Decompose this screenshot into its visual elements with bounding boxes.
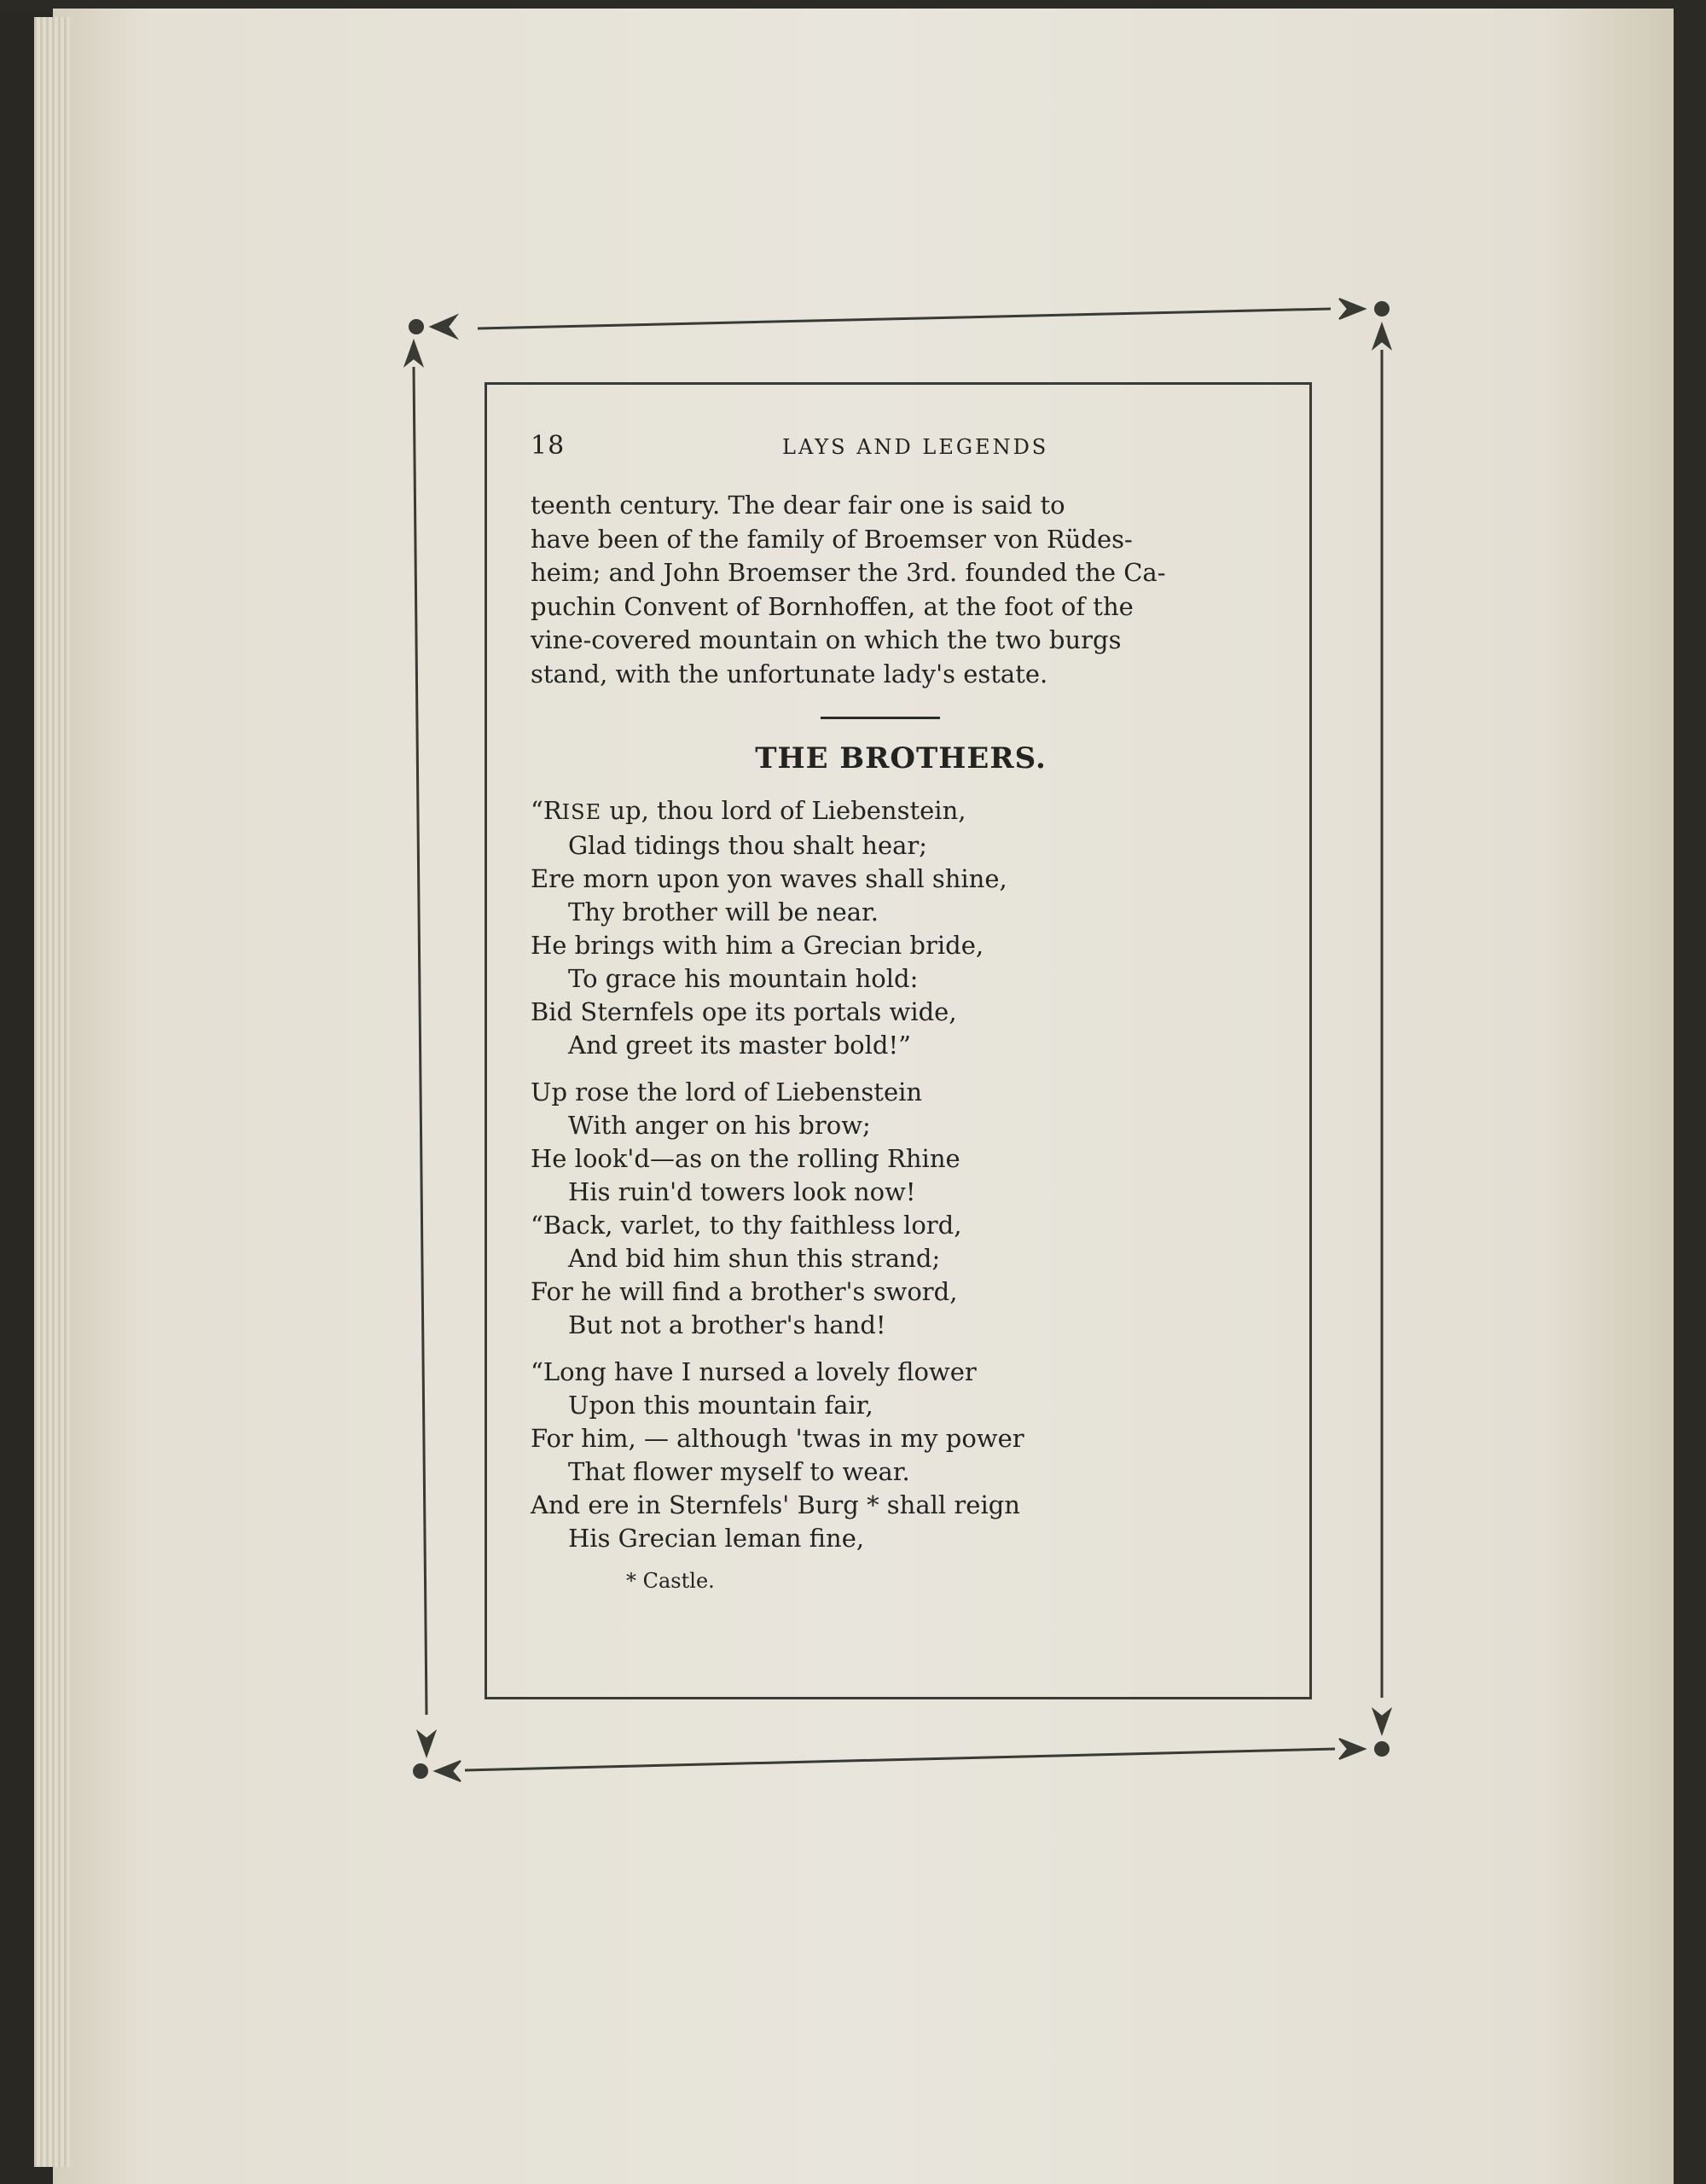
- stanza: [531, 1076, 1271, 1342]
- prose-line: have been of the family of Broemser von Rüdes-: [531, 524, 1133, 554]
- footnote: * Castle.: [626, 1569, 715, 1593]
- prose-line: heim; and John Broemser the 3rd. founded the Ca-: [531, 558, 1166, 587]
- poem-line: That flower myself to wear.: [568, 1457, 910, 1486]
- prose-line: stand, with the unfortunate lady's estate.: [531, 659, 1048, 688]
- scan-right-edge: [1674, 0, 1706, 2184]
- poem-line: And ere in Sternfels' Burg * shall reign: [531, 1490, 1020, 1519]
- poem-line: To grace his mountain hold:: [568, 964, 919, 993]
- poem-line: Glad tidings thou shalt hear;: [568, 831, 928, 860]
- poem-line: For him, — although 'twas in my power: [531, 1424, 1024, 1453]
- poem-line: Thy brother will be near.: [568, 897, 879, 926]
- poem-line: For he will find a brother's sword,: [531, 1277, 958, 1306]
- running-head: [531, 431, 1271, 465]
- poem-line: With anger on his brow;: [568, 1111, 871, 1140]
- poem-line: But not a brother's hand!: [568, 1310, 886, 1339]
- page-content: [531, 431, 1271, 1593]
- poem-line-rest: up, thou lord of Liebenstein,: [601, 796, 966, 825]
- prose-line: teenth century. The dear fair one is said to: [531, 491, 1065, 520]
- poem-title: THE BROTHERS.: [755, 741, 1047, 775]
- stanza: [531, 794, 1271, 1062]
- prose-line: puchin Convent of Bornhoffen, at the foot of the: [531, 591, 1134, 621]
- prose-line: vine-covered mountain on which the two burgs: [531, 625, 1122, 654]
- poem-line: He look'd—as on the rolling Rhine: [531, 1144, 960, 1173]
- poem-initial: “R: [531, 796, 562, 825]
- poem: [531, 794, 1271, 1593]
- poem-line: He brings with him a Grecian bride,: [531, 931, 984, 960]
- poem-line: Ere morn upon yon waves shall shine,: [531, 864, 1007, 893]
- poem-smallcaps: ISE: [561, 800, 602, 824]
- page-number: 18: [531, 431, 566, 461]
- poem-line: His Grecian leman fine,: [568, 1524, 865, 1553]
- poem-line: “Back, varlet, to thy faithless lord,: [531, 1211, 962, 1240]
- poem-line: His ruin'd towers look now!: [568, 1177, 916, 1206]
- page-edges: [34, 17, 70, 2167]
- poem-line: And bid him shun this strand;: [568, 1244, 941, 1273]
- running-head-title: LAYS AND LEGENDS: [782, 435, 1049, 459]
- poem-line: [531, 794, 1271, 829]
- poem-line: And greet its master bold!”: [568, 1031, 911, 1060]
- section-divider: [821, 717, 940, 719]
- poem-line: Bid Sternfels ope its portals wide,: [531, 997, 957, 1026]
- poem-line: Upon this mountain fair,: [568, 1391, 873, 1420]
- prose-paragraph: [531, 489, 1271, 691]
- poem-line: Up rose the lord of Liebenstein: [531, 1077, 923, 1107]
- stanza: [531, 1356, 1271, 1555]
- poem-line: “Long have I nursed a lovely flower: [531, 1357, 977, 1386]
